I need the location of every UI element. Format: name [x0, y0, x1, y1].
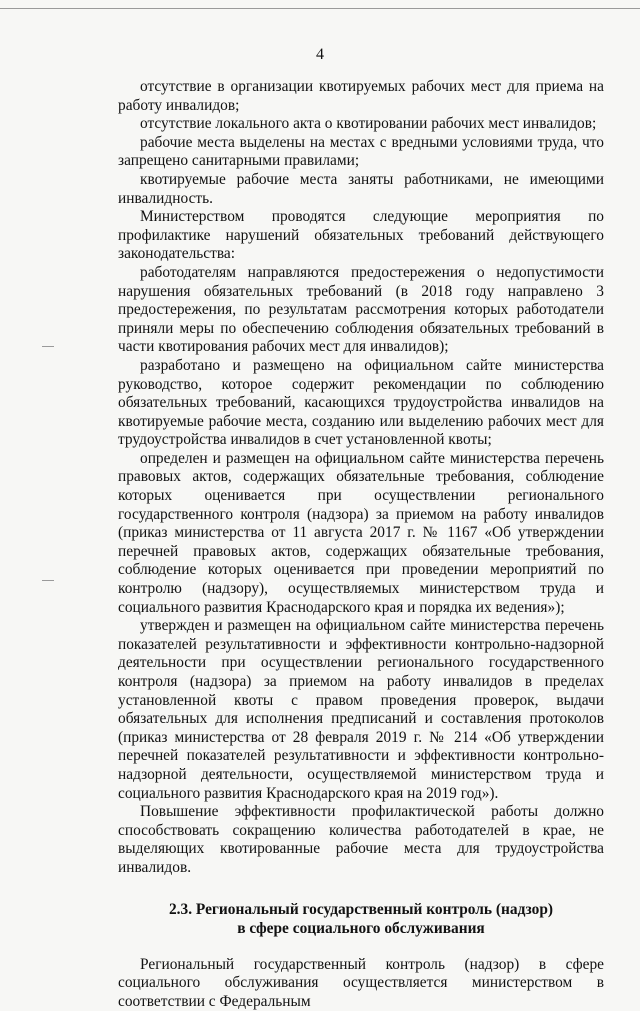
top-rule	[0, 8, 640, 9]
paragraph: Повышение эффективности профилактической работы должно способствовать сокращению количества работодателей в крае, не выделяющих квотированные рабочие места для трудоустройства инвалидов.	[118, 803, 604, 876]
page-number: 4	[316, 46, 324, 63]
document-body	[118, 78, 604, 1011]
section-heading-line: в сфере социального обслуживания	[237, 919, 485, 937]
paragraph: рабочие места выделены на местах с вредными условиями труда, что запрещено санитарными правилами;	[118, 133, 604, 170]
paragraph: Региональный государственный контроль (надзор) в сфере социального обслуживания осуществляется министерством в соответствии с Федеральным	[118, 955, 604, 1010]
paragraph: разработано и размещено на официальном сайте министерства руководство, которое содержит рекомендации по соблюдению обязательных требований, касающихся трудоустройства инвалидов на квотируемые рабочие места, созданию или выделению рабочих мест для трудоустройства инвалидов в счет установленной квоты;	[118, 356, 604, 449]
paragraph: утвержден и размещен на официальном сайте министерства перечень показателей результативности и эффективности контрольно-надзорной деятельности при осуществлении регионального государственного контроля (надзора) за приемом на работу инвалидов в пределах установленной квоты с правом проведения проверок, выдачи обязательных для исполнения предписаний и составления протоколов (приказ министерства от 28 февраля 2019 г. № 214 «Об утверждении перечней показателей результативности и эффективности контрольно-надзорной деятельности, осуществляемой министерством труда и социального развития Краснодарского края на 2019 год»).	[118, 617, 604, 802]
margin-mark	[42, 346, 54, 347]
section-heading	[118, 900, 604, 938]
paragraph: отсутствие локального акта о квотировании рабочих мест инвалидов;	[140, 115, 597, 133]
paragraph: квотируемые рабочие места заняты работниками, не имеющими инвалидность.	[118, 170, 604, 207]
paragraph: работодателям направляются предостережения о недопустимости нарушения обязательных требований (в 2018 году направлено 3 предостережения, по результатам рассмотрения которых работодатели приняли меры по обеспечению соблюдения обязательных требований в части квотирования рабочих мест для инвалидов);	[118, 263, 604, 356]
paragraph: отсутствие в организации квотируемых рабочих мест для приема на работу инвалидов;	[118, 78, 604, 114]
paragraph: определен и размещен на официальном сайте министерства перечень правовых актов, содержащих обязательные требования, соблюдение которых оценивается при осуществлении регионального государственного контроля (надзора) за приемом на работу инвалидов (приказ министерства от 11 августа 2017 г. № 1167 «Об утверждении перечней правовых актов, содержащих обязательные требования, соблюдение которых оценивается при проведении мероприятий по контролю (надзору), осуществляемых министерством труда и социального развития Краснодарского края и порядка их ведения»);	[118, 449, 604, 616]
paragraph: Министерством проводятся следующие мероприятия по профилактике нарушений обязательных требований действующего законодательства:	[118, 208, 604, 263]
section-heading-line: 2.3. Региональный государственный контроль (надзор)	[168, 900, 554, 918]
margin-mark	[42, 580, 54, 581]
